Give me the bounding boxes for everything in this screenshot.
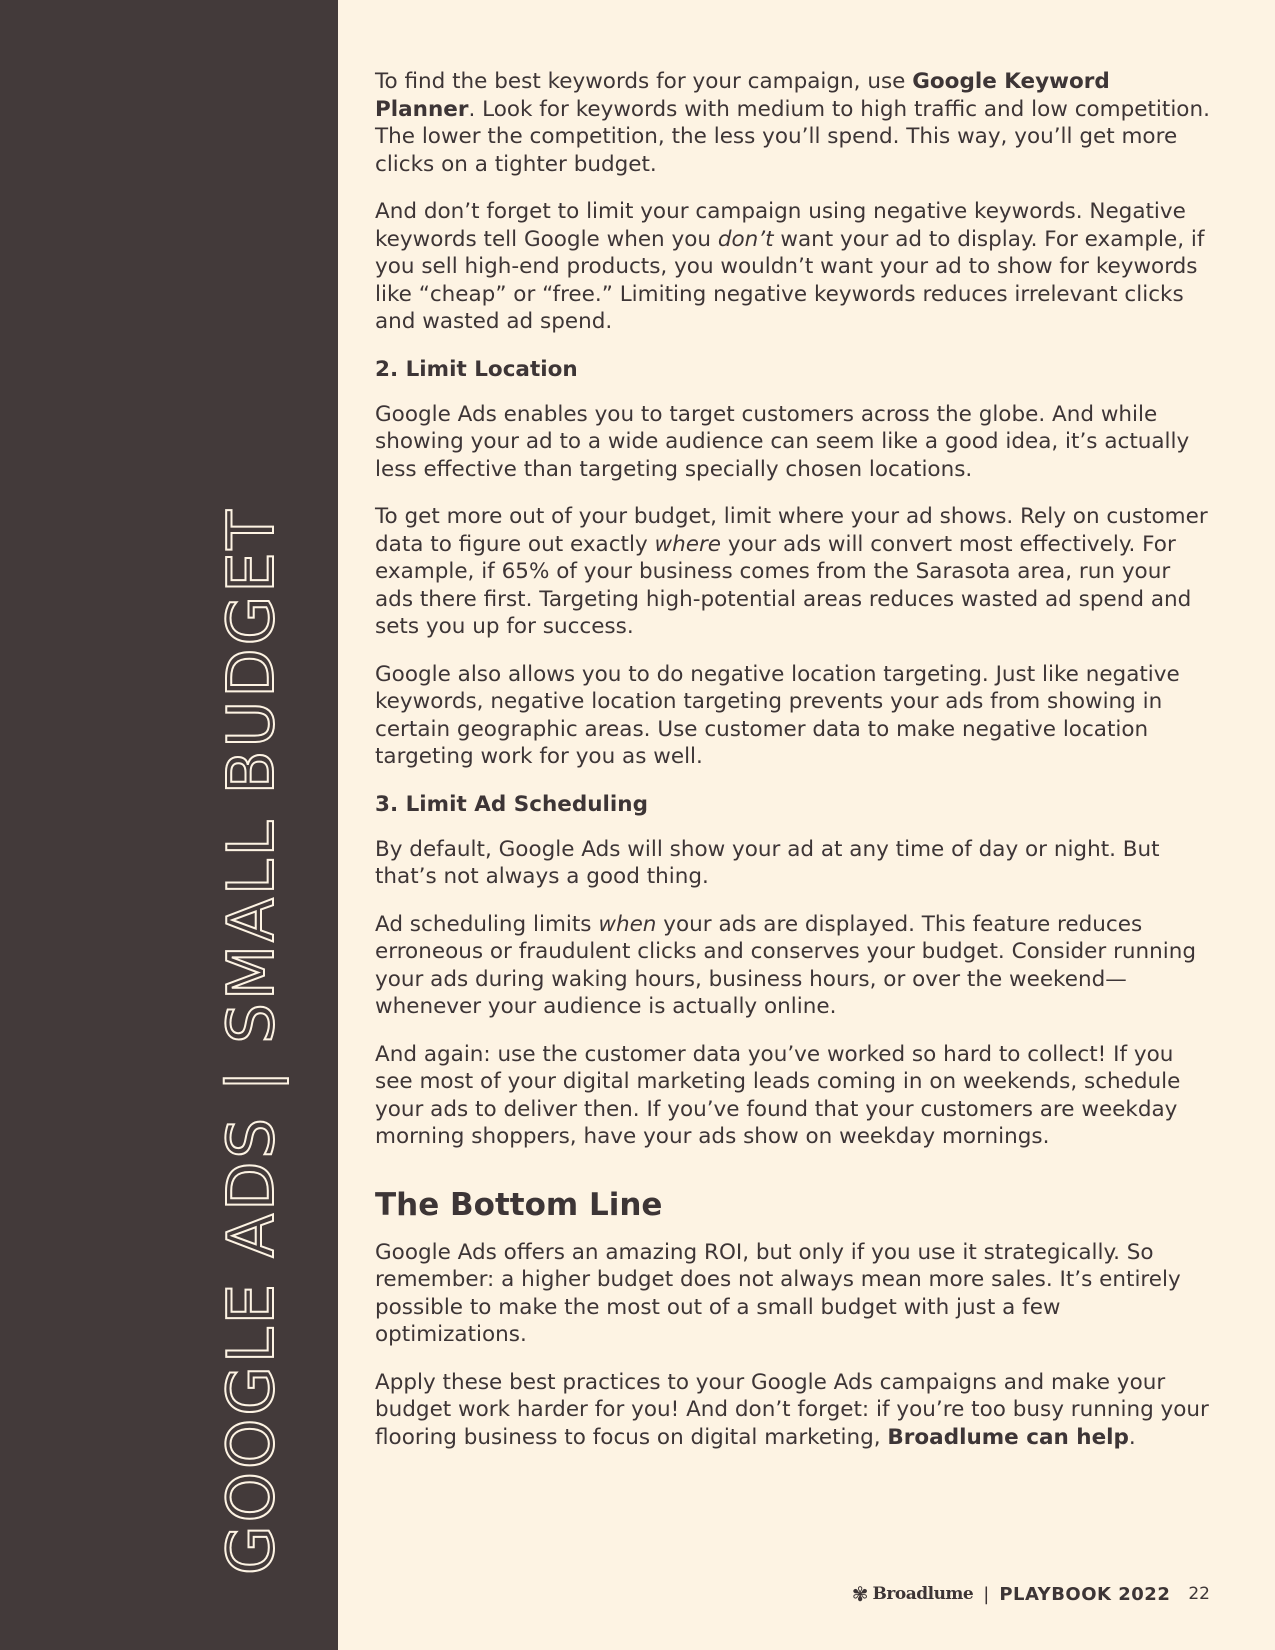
heading-limit-scheduling: 3. Limit Ad Scheduling: [375, 791, 648, 817]
footer-brand: Broadlume: [872, 1584, 974, 1604]
page-number: 22: [1188, 1584, 1210, 1604]
sidebar: [0, 0, 338, 1650]
sidebar-title: GOOGLE ADS | SMALL BUDGET: [215, 507, 289, 1575]
heading-bottom-line: The Bottom Line: [375, 1186, 663, 1223]
page-footer: [852, 1582, 1210, 1606]
broadlume-logo-icon: ✾: [851, 1582, 869, 1606]
paragraph-negative-location: Google also allows you to do negative location targeting. Just like negative keywords, negative location targeting prevents your ads from showing in certain geographic areas. Use customer data to make negative location targeting work for you as well.: [375, 661, 1180, 769]
paragraph-target-globe: Google Ads enables you to target customers across the globe. And while showing your ad to a wide audience can seem like a good idea, it’s actually less effective than targeting specially chosen locations.: [375, 401, 1190, 482]
paragraph-limit-where: To get more out of your budget, limit where your ad shows. Rely on customer data to figure out exactly where your ads will convert most effectively. For example, if 65% of your business comes from the Sarasota area, run your ads there first. Targeting high-potential areas reduces wasted ad spend and sets you up for success.: [375, 504, 1208, 639]
paragraph-roi: Google Ads offers an amazing ROI, but only if you use it strategically. So remember: a higher budget does not always mean more sales. It’s entirely possible to make the most out of a small budget with just a few optimizations.: [375, 1239, 1181, 1347]
paragraph-customer-data: And again: use the customer data you’ve worked so hard to collect! If you see most of your digital marketing leads coming in on weekends, schedule your ads to deliver then. If you’ve found that your customers are weekday morning shoppers, have your ads show on weekday mornings.: [375, 1041, 1181, 1149]
paragraph-negative-keywords: And don’t forget to limit your campaign using negative keywords. Negative keywords tell Google when you don’t want your ad to display. For example, if you sell high-end products, you wouldn’t want your ad to show for keywords like “cheap” or “free.” Limiting negative keywords reduces irrelevant clicks and wasted ad spend.: [375, 199, 1205, 334]
keyword-planner-emphasis: Google Keyword Planner: [375, 69, 1110, 122]
paragraph-default-schedule: By default, Google Ads will show your ad at any time of day or night. But that’s not always a good thing.: [375, 836, 1160, 889]
paragraph-ad-scheduling: Ad scheduling limits when your ads are displayed. This feature reduces erroneous or fraudulent clicks and conserves your budget. Consider running your ads during waking hours, business hours, or over the weekend—whenever your audience is actually online.: [375, 911, 1197, 1019]
broadlume-help-emphasis: Broadlume can help: [887, 1424, 1129, 1450]
paragraph-closing: Apply these best practices to your Google Ads campaigns and make your budget work harder for you! And don’t forget: if you’re too busy running your flooring business to focus on digital marketing, Broadlume can help.: [375, 1369, 1209, 1450]
heading-limit-location: 2. Limit Location: [375, 356, 578, 382]
paragraph-keyword-planner: To find the best keywords for your campaign, use Google Keyword Planner. Look for keywords with medium to high traffic and low competition. The lower the competition, the less you’ll spend. This way, you’ll get more clicks on a tighter budget.: [375, 69, 1210, 177]
footer-playbook: PLAYBOOK 2022: [999, 1583, 1171, 1605]
article-body: [375, 68, 1215, 1471]
footer-separator: |: [983, 1583, 990, 1605]
